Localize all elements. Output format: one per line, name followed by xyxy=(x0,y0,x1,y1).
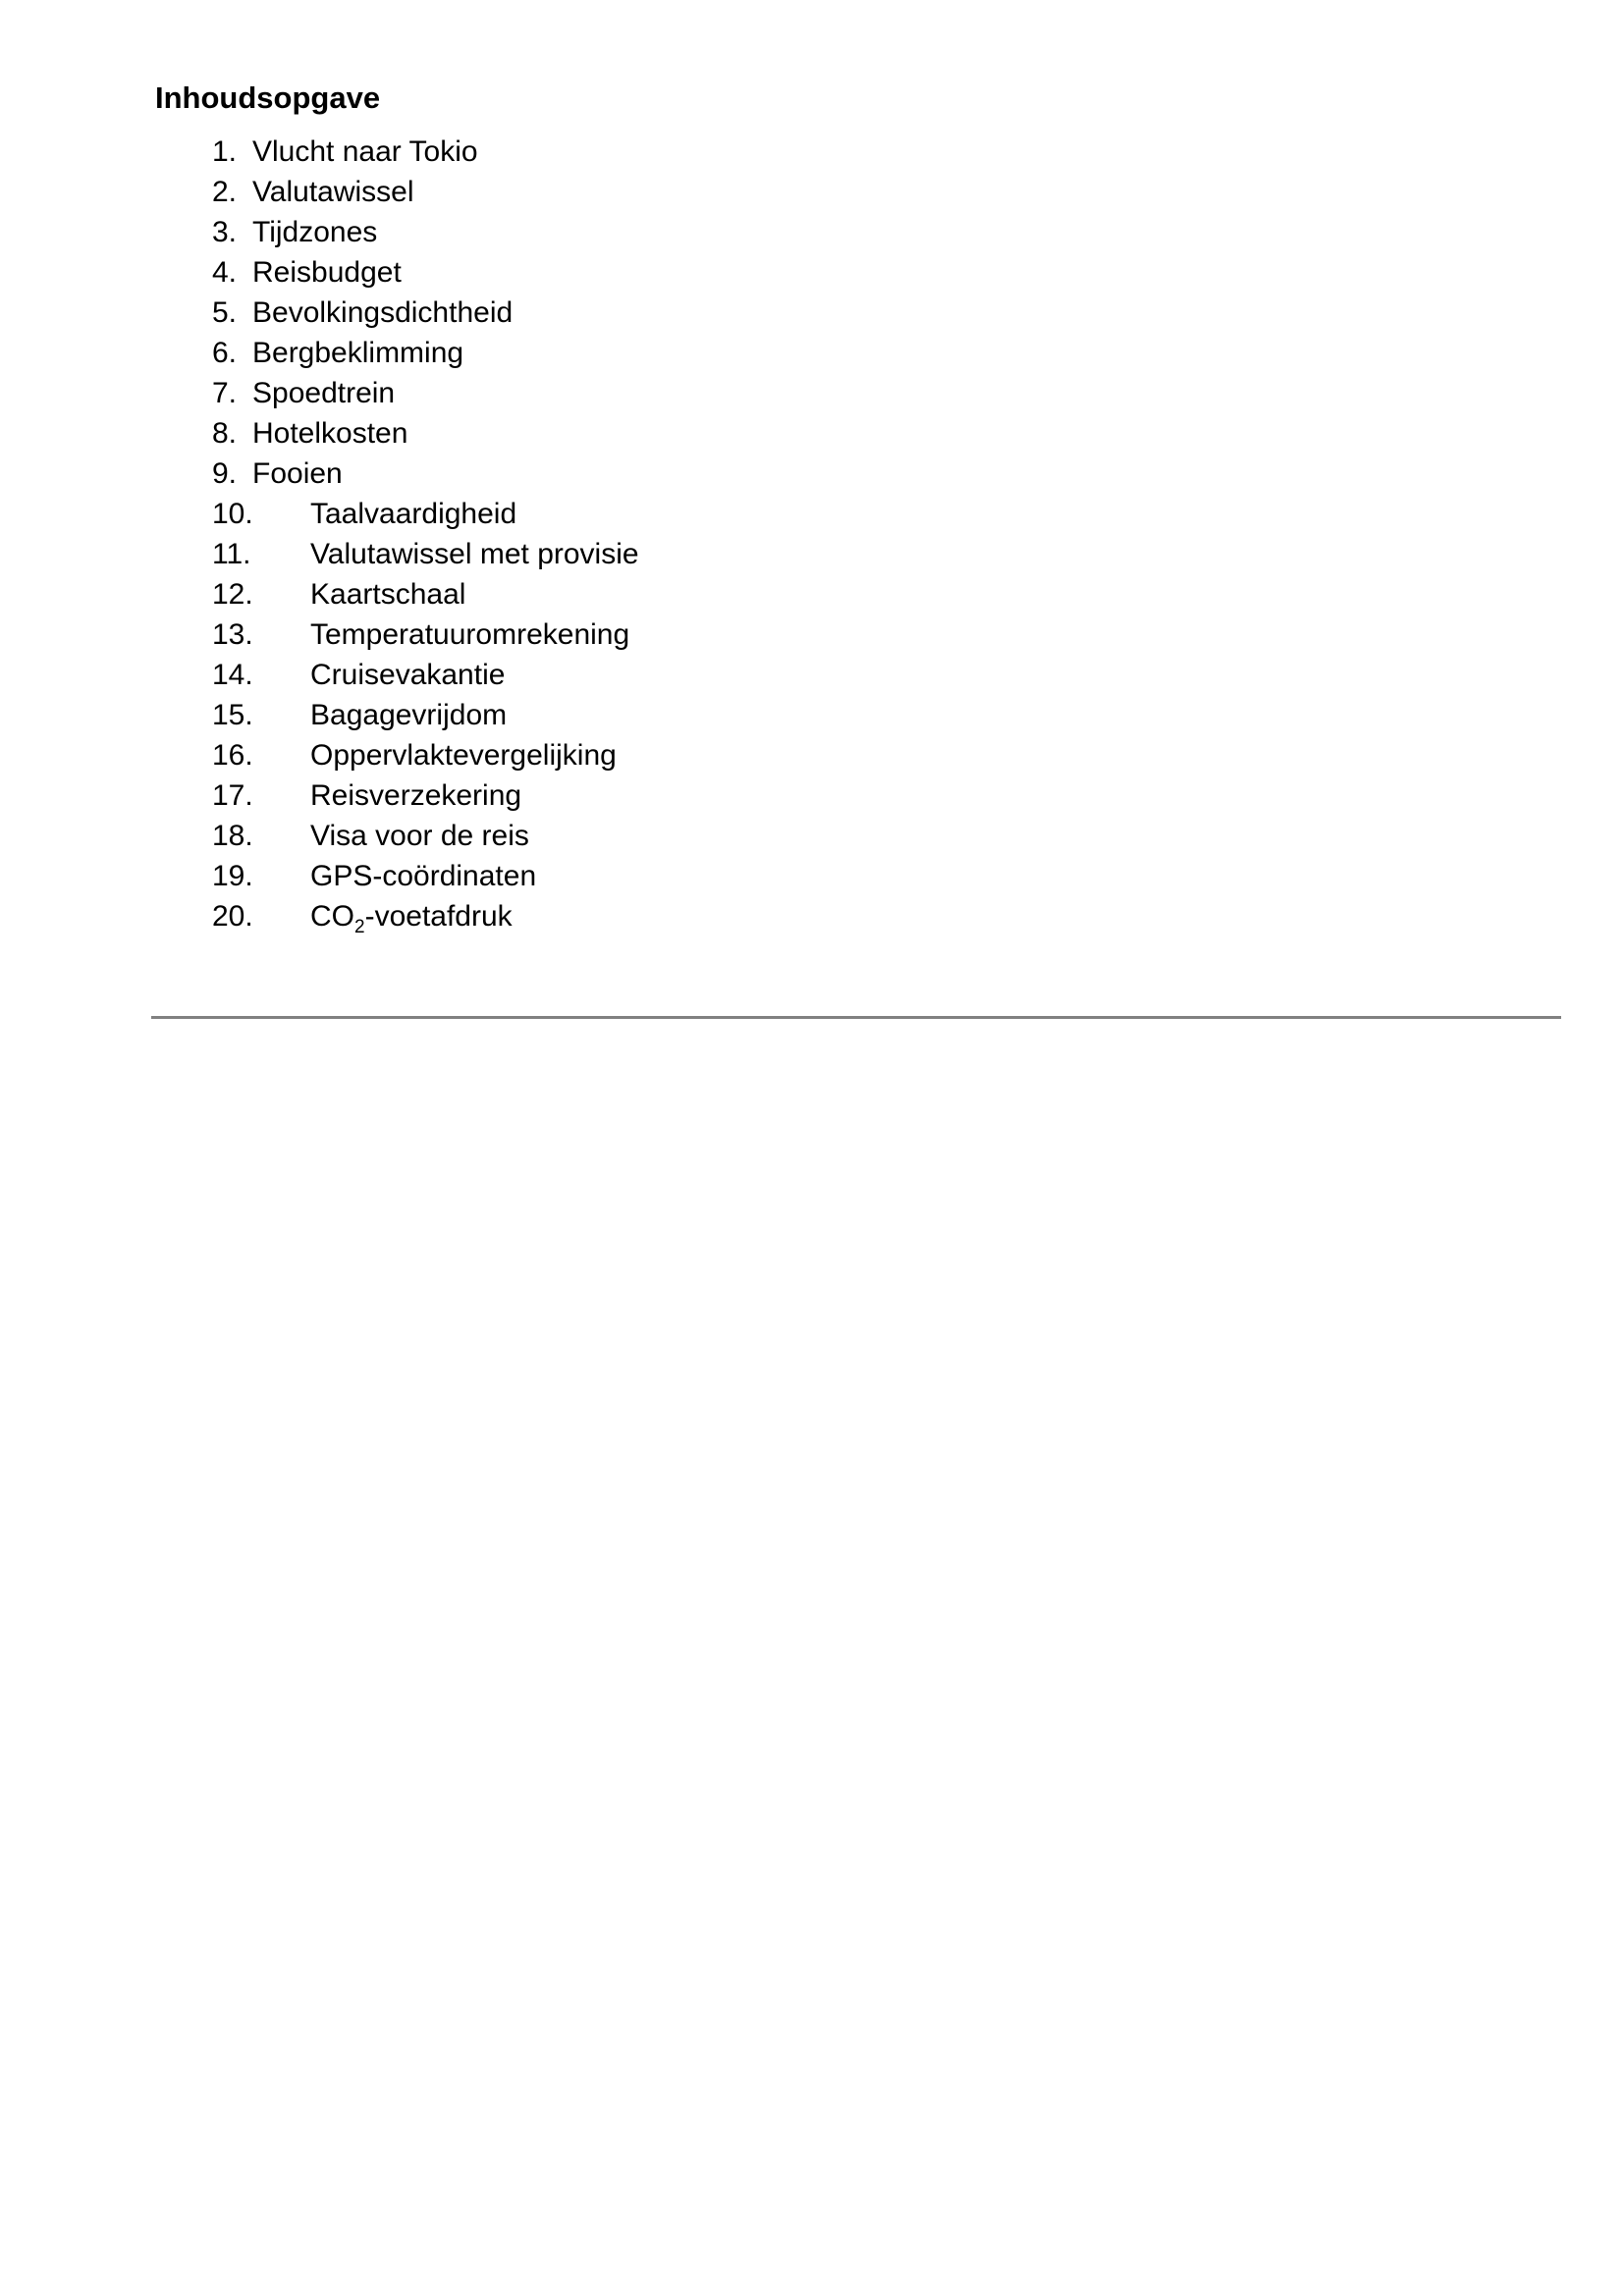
toc-item-label: Kaartschaal xyxy=(310,578,466,611)
toc-item-label: Valutawissel met provisie xyxy=(310,538,639,570)
toc-item xyxy=(0,614,884,655)
toc-item xyxy=(0,735,884,775)
toc-item xyxy=(0,896,884,936)
toc-item-number: 12. xyxy=(212,578,253,611)
toc-label-subscript: 2 xyxy=(354,917,365,937)
toc-item xyxy=(0,534,884,574)
toc-item-label: Vlucht naar Tokio xyxy=(252,135,478,168)
toc-label-suffix: -voetafdruk xyxy=(364,900,513,933)
toc-item-number: 1. xyxy=(212,135,238,168)
toc-item-number: 9. xyxy=(212,457,238,490)
toc-item-label: Fooien xyxy=(252,457,343,490)
toc-item xyxy=(0,293,884,333)
toc-item-label: Spoedtrein xyxy=(252,377,396,409)
toc-item-number: 7. xyxy=(212,377,238,409)
toc-item-number: 16. xyxy=(212,739,253,772)
toc-item xyxy=(0,373,884,413)
toc-item-label: Reisbudget xyxy=(252,256,402,289)
toc-item xyxy=(0,413,884,454)
toc-item-number: 5. xyxy=(212,296,238,329)
toc-item xyxy=(0,132,884,172)
toc-item xyxy=(0,494,884,534)
toc-item-label xyxy=(310,896,513,936)
toc-item-number: 19. xyxy=(212,860,253,892)
toc-item-number: 6. xyxy=(212,337,238,369)
toc-item xyxy=(0,172,884,212)
toc-item-label: Reisverzekering xyxy=(310,779,522,812)
toc-item xyxy=(0,775,884,816)
toc-item-number: 10. xyxy=(212,498,253,530)
toc-item-label: Bergbeklimming xyxy=(252,337,464,369)
toc-item-number: 14. xyxy=(212,659,253,691)
toc-item-number: 11. xyxy=(212,538,251,570)
horizontal-divider xyxy=(151,1016,1561,1019)
toc-item-label: Bevolkingsdichtheid xyxy=(252,296,514,329)
toc-item-number: 2. xyxy=(212,176,238,208)
toc-item-label: Cruisevakantie xyxy=(310,659,506,691)
toc-item-label: GPS-coördinaten xyxy=(310,860,537,892)
toc-item-label: Taalvaardigheid xyxy=(310,498,517,530)
table-of-contents xyxy=(0,132,884,936)
toc-item-number: 20. xyxy=(212,900,253,933)
toc-item-label: Oppervlaktevergelijking xyxy=(310,739,617,772)
toc-label-prefix: CO xyxy=(310,900,354,933)
toc-item-number: 8. xyxy=(212,417,238,450)
toc-item xyxy=(0,655,884,695)
toc-item-number: 4. xyxy=(212,256,238,289)
toc-item xyxy=(0,695,884,735)
toc-item-number: 18. xyxy=(212,820,253,852)
toc-item-number: 3. xyxy=(212,216,238,248)
toc-item-label: Visa voor de reis xyxy=(310,820,529,852)
toc-item-number: 17. xyxy=(212,779,253,812)
toc-item-label: Bagagevrijdom xyxy=(310,699,508,731)
toc-item-label: Temperatuuromrekening xyxy=(310,618,630,651)
toc-item xyxy=(0,816,884,856)
toc-item xyxy=(0,252,884,293)
toc-item-label: Valutawissel xyxy=(252,176,414,208)
toc-item xyxy=(0,212,884,252)
toc-item xyxy=(0,856,884,896)
toc-item-number: 15. xyxy=(212,699,253,731)
toc-item-label: Hotelkosten xyxy=(252,417,408,450)
toc-item xyxy=(0,454,884,494)
toc-item xyxy=(0,574,884,614)
toc-item xyxy=(0,333,884,373)
page-title: Inhoudsopgave xyxy=(155,80,381,115)
toc-item-number: 13. xyxy=(212,618,253,651)
toc-item-label: Tijdzones xyxy=(252,216,378,248)
